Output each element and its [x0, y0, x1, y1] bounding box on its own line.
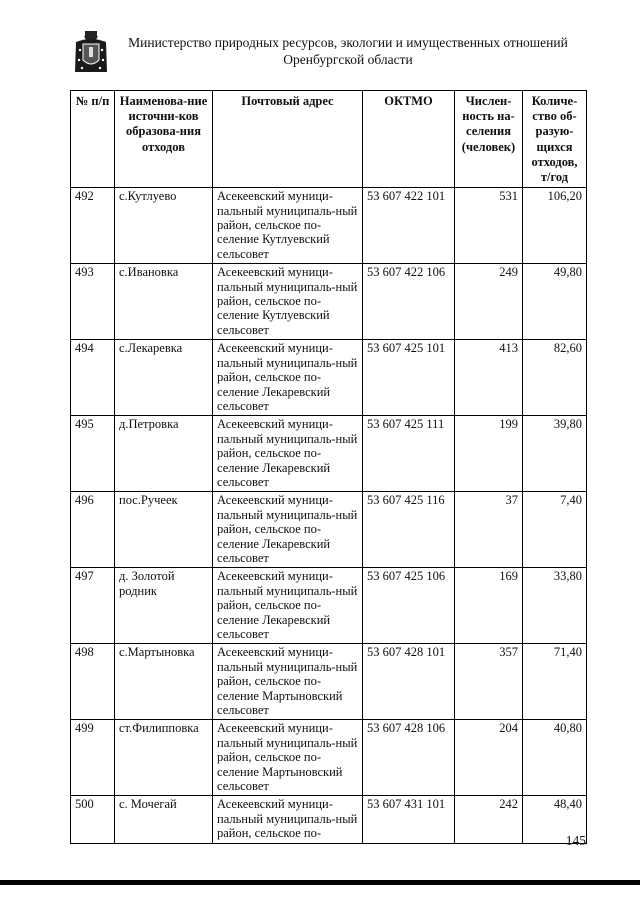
coat-of-arms-icon	[74, 30, 108, 74]
cell-population: 37	[455, 492, 523, 568]
cell-address: Асекеевский муници-пальный муниципаль-ный район, сельское по-селение Кутлуевский сельсовет	[213, 264, 363, 340]
cell-name: с.Кутлуево	[115, 188, 213, 264]
col-header-population: Числен-ность на-селения (человек)	[455, 91, 523, 188]
col-header-waste-quantity: Количе-ство об-разую-щихся отходов, т/год	[523, 91, 587, 188]
cell-number: 499	[71, 720, 115, 796]
cell-number: 496	[71, 492, 115, 568]
cell-oktmo: 53 607 422 101	[363, 188, 455, 264]
cell-name: ст.Филипповка	[115, 720, 213, 796]
cell-oktmo: 53 607 428 106	[363, 720, 455, 796]
table-row	[71, 416, 587, 492]
cell-name: с.Мартыновка	[115, 644, 213, 720]
col-header-oktmo: ОКТМО	[363, 91, 455, 188]
table-row	[71, 796, 587, 843]
cell-quantity: 49,80	[523, 264, 587, 340]
cell-population: 242	[455, 796, 523, 843]
cell-population: 204	[455, 720, 523, 796]
cell-quantity: 48,40	[523, 796, 587, 843]
cell-number: 500	[71, 796, 115, 843]
cell-quantity: 106,20	[523, 188, 587, 264]
col-header-source-name: Наименова-ние источни-ков образова-ния отходов	[115, 91, 213, 188]
cell-number: 495	[71, 416, 115, 492]
cell-population: 169	[455, 568, 523, 644]
cell-population: 249	[455, 264, 523, 340]
cell-address: Асекеевский муници-пальный муниципаль-ный район, сельское по-селение Лекаревский сельсовет	[213, 416, 363, 492]
cell-quantity: 33,80	[523, 568, 587, 644]
cell-name: с. Мочегай	[115, 796, 213, 843]
cell-number: 497	[71, 568, 115, 644]
table-row	[71, 492, 587, 568]
region-name: Оренбургской области	[283, 52, 413, 67]
col-header-number: № п/п	[71, 91, 115, 188]
cell-name: пос.Ручеек	[115, 492, 213, 568]
cell-population: 531	[455, 188, 523, 264]
cell-oktmo: 53 607 422 106	[363, 264, 455, 340]
cell-oktmo: 53 607 425 116	[363, 492, 455, 568]
table-row	[71, 188, 587, 264]
cell-oktmo: 53 607 431 101	[363, 796, 455, 843]
table-header-row	[71, 91, 587, 188]
cell-name: с.Ивановка	[115, 264, 213, 340]
cell-oktmo: 53 607 425 106	[363, 568, 455, 644]
cell-number: 498	[71, 644, 115, 720]
cell-oktmo: 53 607 428 101	[363, 644, 455, 720]
cell-oktmo: 53 607 425 111	[363, 416, 455, 492]
cell-address: Асекеевский муници-пальный муниципаль-ный район, сельское по-селение Мартыновский сельсовет	[213, 644, 363, 720]
cell-number: 493	[71, 264, 115, 340]
cell-number: 494	[71, 340, 115, 416]
cell-number: 492	[71, 188, 115, 264]
cell-address: Асекеевский муници-пальный муниципаль-ный район, сельское по-селение Кутлуевский сельсовет	[213, 188, 363, 264]
cell-address: Асекеевский муници-пальный муниципаль-ный район, сельское по-селение Лекаревский сельсовет	[213, 568, 363, 644]
col-header-address: Почтовый адрес	[213, 91, 363, 188]
ministry-title: Министерство природных ресурсов, экологии и имущественных отношений	[128, 35, 568, 50]
cell-address: Асекеевский муници-пальный муниципаль-ный район, сельское по-	[213, 796, 363, 843]
cell-oktmo: 53 607 425 101	[363, 340, 455, 416]
cell-quantity: 39,80	[523, 416, 587, 492]
table-row	[71, 720, 587, 796]
cell-name: д. Золотой родник	[115, 568, 213, 644]
cell-address: Асекеевский муници-пальный муниципаль-ный район, сельское по-селение Лекаревский сельсовет	[213, 340, 363, 416]
cell-population: 199	[455, 416, 523, 492]
cell-quantity: 40,80	[523, 720, 587, 796]
waste-sources-table	[70, 90, 587, 844]
cell-address: Асекеевский муници-пальный муниципаль-ный район, сельское по-селение Лекаревский сельсовет	[213, 492, 363, 568]
cell-quantity: 82,60	[523, 340, 587, 416]
cell-population: 357	[455, 644, 523, 720]
table-row	[71, 340, 587, 416]
cell-population: 413	[455, 340, 523, 416]
cell-name: с.Лекаревка	[115, 340, 213, 416]
cell-quantity: 71,40	[523, 644, 587, 720]
table-row	[71, 568, 587, 644]
page-number: 145	[565, 833, 586, 848]
table-row	[71, 264, 587, 340]
cell-address: Асекеевский муници-пальный муниципаль-ный район, сельское по-селение Мартыновский сельсовет	[213, 720, 363, 796]
cell-name: д.Петровка	[115, 416, 213, 492]
cell-quantity: 7,40	[523, 492, 587, 568]
bottom-rule	[0, 880, 640, 885]
table-row	[71, 644, 587, 720]
